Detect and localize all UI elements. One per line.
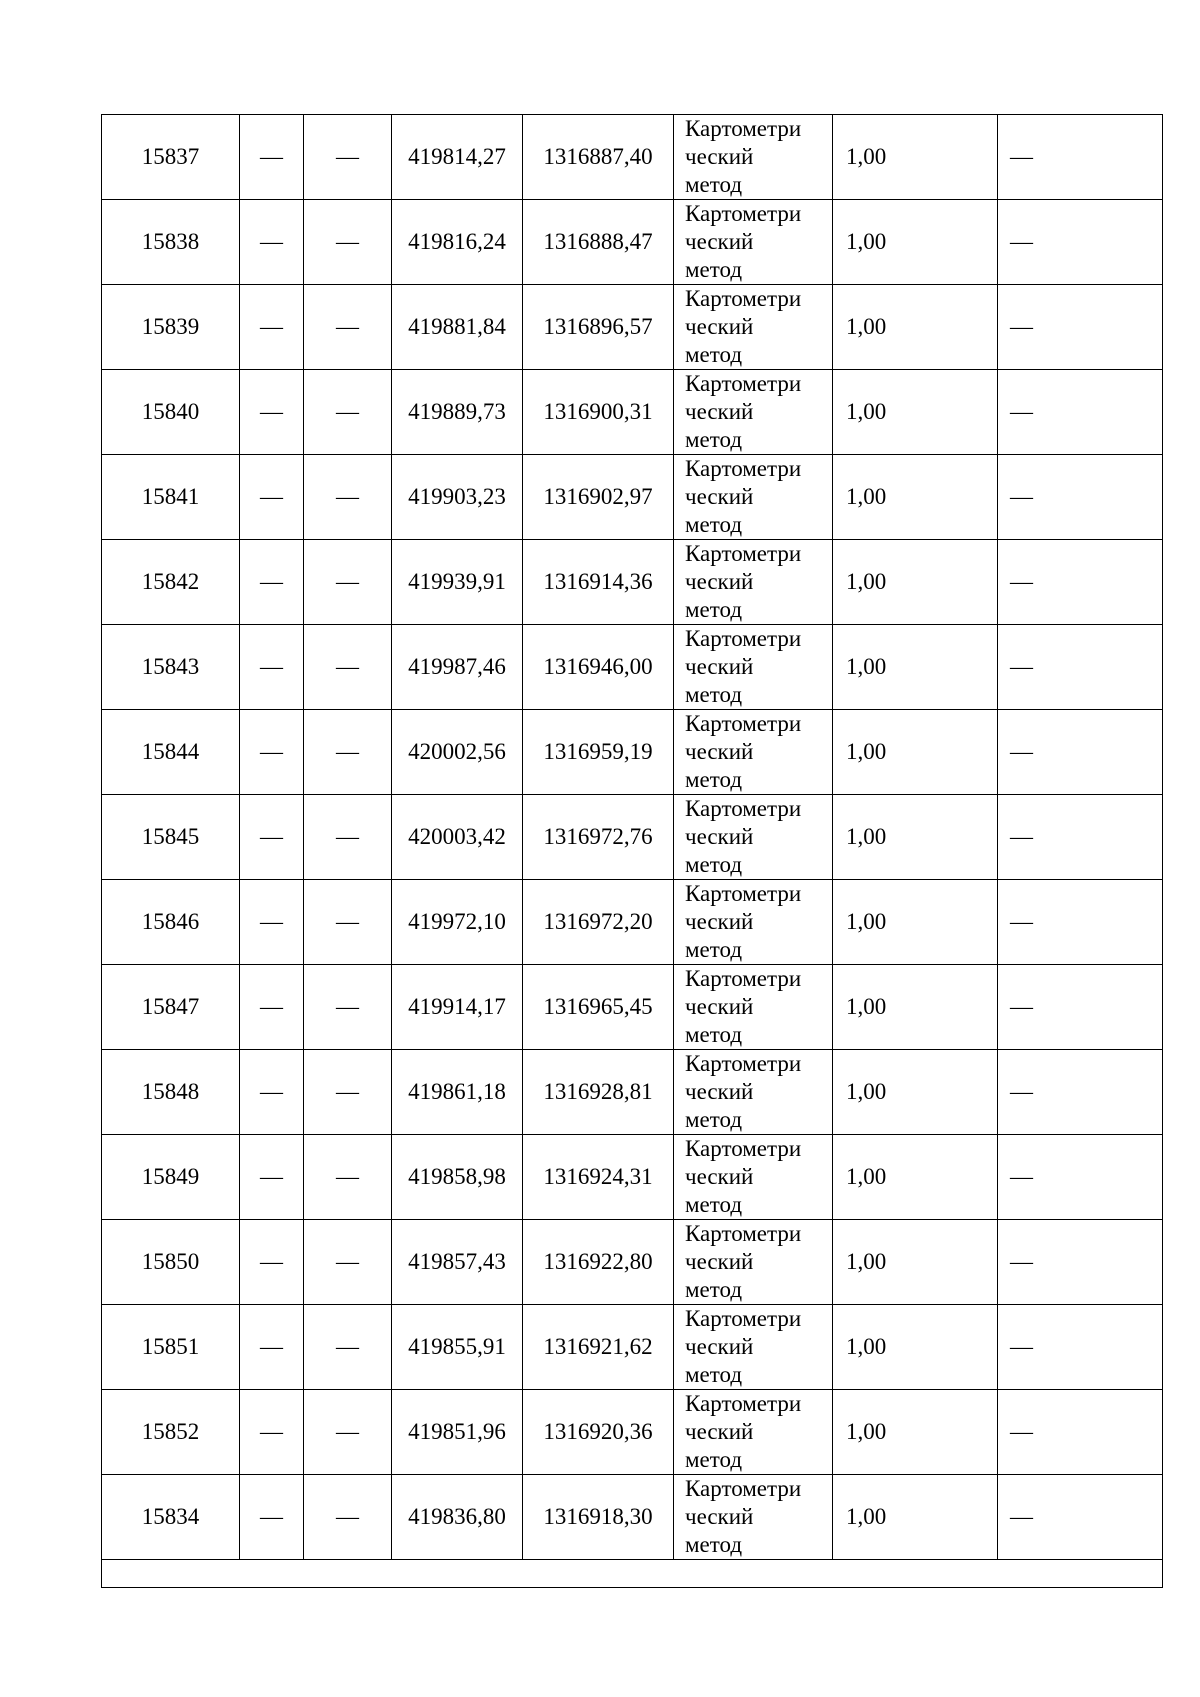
old-x-cell: — — [240, 710, 304, 795]
table-row — [102, 200, 1163, 285]
new-x-cell: 419836,80 — [392, 1475, 523, 1560]
method-line: ческий — [685, 144, 754, 169]
method-line: метод — [685, 342, 743, 367]
method-cell — [674, 285, 833, 370]
point-number-cell: 15839 — [102, 285, 240, 370]
method-line: метод — [685, 597, 743, 622]
new-x-cell: 420002,56 — [392, 710, 523, 795]
description-cell: — — [998, 540, 1163, 625]
method-line: Картометри — [685, 796, 802, 821]
new-y-cell: 1316902,97 — [523, 455, 674, 540]
description-cell: — — [998, 1220, 1163, 1305]
table-row — [102, 795, 1163, 880]
accuracy-cell: 1,00 — [833, 370, 998, 455]
point-number-cell: 15838 — [102, 200, 240, 285]
method-cell — [674, 1220, 833, 1305]
new-y-cell: 1316888,47 — [523, 200, 674, 285]
point-number-cell: 15850 — [102, 1220, 240, 1305]
method-line: метод — [685, 1532, 743, 1557]
method-line: ческий — [685, 569, 754, 594]
old-x-cell: — — [240, 1475, 304, 1560]
old-y-cell: — — [304, 200, 392, 285]
method-line: Картометри — [685, 541, 802, 566]
method-line: Картометри — [685, 116, 802, 141]
method-line: Картометри — [685, 1391, 802, 1416]
description-cell: — — [998, 625, 1163, 710]
old-x-cell: — — [240, 1050, 304, 1135]
old-x-cell: — — [240, 200, 304, 285]
method-cell — [674, 200, 833, 285]
table-row — [102, 1390, 1163, 1475]
accuracy-cell: 1,00 — [833, 1220, 998, 1305]
description-cell: — — [998, 115, 1163, 200]
method-line: метод — [685, 257, 743, 282]
method-line: метод — [685, 172, 743, 197]
method-line: метод — [685, 852, 743, 877]
new-y-cell: 1316959,19 — [523, 710, 674, 795]
point-number-cell: 15843 — [102, 625, 240, 710]
point-number-cell: 15844 — [102, 710, 240, 795]
method-cell — [674, 710, 833, 795]
old-y-cell: — — [304, 795, 392, 880]
accuracy-cell: 1,00 — [833, 795, 998, 880]
old-y-cell: — — [304, 880, 392, 965]
old-y-cell: — — [304, 455, 392, 540]
method-line: Картометри — [685, 1306, 802, 1331]
description-cell: — — [998, 1050, 1163, 1135]
accuracy-cell: 1,00 — [833, 1135, 998, 1220]
method-line: ческий — [685, 229, 754, 254]
method-cell — [674, 455, 833, 540]
new-x-cell: 420003,42 — [392, 795, 523, 880]
method-line: метод — [685, 937, 743, 962]
point-number-cell: 15846 — [102, 880, 240, 965]
table-row — [102, 1135, 1163, 1220]
method-line: метод — [685, 1192, 743, 1217]
description-cell: — — [998, 795, 1163, 880]
description-cell: — — [998, 1305, 1163, 1390]
method-line: ческий — [685, 824, 754, 849]
method-cell — [674, 370, 833, 455]
old-x-cell: — — [240, 880, 304, 965]
old-x-cell: — — [240, 115, 304, 200]
new-x-cell: 419851,96 — [392, 1390, 523, 1475]
method-line: ческий — [685, 1504, 754, 1529]
new-x-cell: 419816,24 — [392, 200, 523, 285]
point-number-cell: 15840 — [102, 370, 240, 455]
new-y-cell: 1316921,62 — [523, 1305, 674, 1390]
table-body — [102, 115, 1163, 1560]
description-cell: — — [998, 880, 1163, 965]
method-line: Картометри — [685, 201, 802, 226]
accuracy-cell: 1,00 — [833, 1475, 998, 1560]
accuracy-cell: 1,00 — [833, 710, 998, 795]
method-line: ческий — [685, 1334, 754, 1359]
method-line: Картометри — [685, 1221, 802, 1246]
point-number-cell: 15848 — [102, 1050, 240, 1135]
old-x-cell: — — [240, 1305, 304, 1390]
method-line: Картометри — [685, 711, 802, 736]
old-y-cell: — — [304, 1390, 392, 1475]
new-y-cell: 1316920,36 — [523, 1390, 674, 1475]
new-x-cell: 419914,17 — [392, 965, 523, 1050]
old-y-cell: — — [304, 285, 392, 370]
method-line: ческий — [685, 1164, 754, 1189]
method-cell — [674, 1305, 833, 1390]
new-x-cell: 419903,23 — [392, 455, 523, 540]
new-y-cell: 1316965,45 — [523, 965, 674, 1050]
method-line: ческий — [685, 654, 754, 679]
method-line: ческий — [685, 1079, 754, 1104]
accuracy-cell: 1,00 — [833, 285, 998, 370]
method-cell — [674, 965, 833, 1050]
method-cell — [674, 625, 833, 710]
coordinates-table — [101, 114, 1163, 1560]
old-x-cell: — — [240, 1390, 304, 1475]
old-y-cell: — — [304, 1475, 392, 1560]
description-cell: — — [998, 965, 1163, 1050]
table-row — [102, 370, 1163, 455]
description-cell: — — [998, 200, 1163, 285]
new-y-cell: 1316887,40 — [523, 115, 674, 200]
old-x-cell: — — [240, 1220, 304, 1305]
old-y-cell: — — [304, 370, 392, 455]
description-cell: — — [998, 455, 1163, 540]
new-y-cell: 1316924,31 — [523, 1135, 674, 1220]
accuracy-cell: 1,00 — [833, 880, 998, 965]
old-x-cell: — — [240, 965, 304, 1050]
new-y-cell: 1316922,80 — [523, 1220, 674, 1305]
point-number-cell: 15845 — [102, 795, 240, 880]
method-line: метод — [685, 1277, 743, 1302]
old-x-cell: — — [240, 455, 304, 540]
method-line: ческий — [685, 399, 754, 424]
method-line: метод — [685, 767, 743, 792]
method-line: Картометри — [685, 966, 802, 991]
point-number-cell: 15851 — [102, 1305, 240, 1390]
method-line: Картометри — [685, 1476, 802, 1501]
new-y-cell: 1316946,00 — [523, 625, 674, 710]
method-cell — [674, 795, 833, 880]
method-line: Картометри — [685, 1136, 802, 1161]
accuracy-cell: 1,00 — [833, 540, 998, 625]
new-x-cell: 419855,91 — [392, 1305, 523, 1390]
new-x-cell: 419814,27 — [392, 115, 523, 200]
new-y-cell: 1316914,36 — [523, 540, 674, 625]
accuracy-cell: 1,00 — [833, 625, 998, 710]
method-cell — [674, 880, 833, 965]
method-line: метод — [685, 1447, 743, 1472]
table-row — [102, 540, 1163, 625]
table-row — [102, 965, 1163, 1050]
new-y-cell: 1316972,20 — [523, 880, 674, 965]
method-cell — [674, 1050, 833, 1135]
point-number-cell: 15842 — [102, 540, 240, 625]
old-x-cell: — — [240, 285, 304, 370]
method-line: Картометри — [685, 371, 802, 396]
new-x-cell: 419861,18 — [392, 1050, 523, 1135]
old-y-cell: — — [304, 710, 392, 795]
method-line: метод — [685, 512, 743, 537]
method-cell — [674, 1475, 833, 1560]
old-y-cell: — — [304, 625, 392, 710]
table-row — [102, 710, 1163, 795]
table-row — [102, 1220, 1163, 1305]
table-row — [102, 1475, 1163, 1560]
accuracy-cell: 1,00 — [833, 965, 998, 1050]
table-row — [102, 115, 1163, 200]
new-x-cell: 419987,46 — [392, 625, 523, 710]
description-cell: — — [998, 370, 1163, 455]
new-x-cell: 419889,73 — [392, 370, 523, 455]
table-row — [102, 1305, 1163, 1390]
description-cell: — — [998, 1135, 1163, 1220]
method-line: ческий — [685, 909, 754, 934]
method-line: Картометри — [685, 456, 802, 481]
accuracy-cell: 1,00 — [833, 1305, 998, 1390]
method-line: метод — [685, 1362, 743, 1387]
new-y-cell: 1316972,76 — [523, 795, 674, 880]
point-number-cell: 15849 — [102, 1135, 240, 1220]
new-y-cell: 1316896,57 — [523, 285, 674, 370]
method-line: ческий — [685, 484, 754, 509]
table-row — [102, 625, 1163, 710]
method-line: метод — [685, 1022, 743, 1047]
method-line: ческий — [685, 739, 754, 764]
method-line: Картометри — [685, 626, 802, 651]
point-number-cell: 15847 — [102, 965, 240, 1050]
old-y-cell: — — [304, 1305, 392, 1390]
old-y-cell: — — [304, 540, 392, 625]
method-line: ческий — [685, 1249, 754, 1274]
description-cell: — — [998, 1475, 1163, 1560]
new-x-cell: 419939,91 — [392, 540, 523, 625]
description-cell: — — [998, 1390, 1163, 1475]
new-x-cell: 419858,98 — [392, 1135, 523, 1220]
old-x-cell: — — [240, 540, 304, 625]
accuracy-cell: 1,00 — [833, 200, 998, 285]
new-x-cell: 419881,84 — [392, 285, 523, 370]
method-line: ческий — [685, 994, 754, 1019]
description-cell: — — [998, 710, 1163, 795]
method-cell — [674, 115, 833, 200]
point-number-cell: 15841 — [102, 455, 240, 540]
method-cell — [674, 1135, 833, 1220]
point-number-cell: 15834 — [102, 1475, 240, 1560]
old-y-cell: — — [304, 1050, 392, 1135]
new-y-cell: 1316918,30 — [523, 1475, 674, 1560]
point-number-cell: 15852 — [102, 1390, 240, 1475]
old-x-cell: — — [240, 370, 304, 455]
table-row — [102, 455, 1163, 540]
point-number-cell: 15837 — [102, 115, 240, 200]
method-line: метод — [685, 427, 743, 452]
method-line: ческий — [685, 1419, 754, 1444]
method-line: метод — [685, 1107, 743, 1132]
method-cell — [674, 540, 833, 625]
new-x-cell: 419857,43 — [392, 1220, 523, 1305]
old-x-cell: — — [240, 1135, 304, 1220]
accuracy-cell: 1,00 — [833, 455, 998, 540]
old-y-cell: — — [304, 115, 392, 200]
method-line: Картометри — [685, 286, 802, 311]
accuracy-cell: 1,00 — [833, 1390, 998, 1475]
new-x-cell: 419972,10 — [392, 880, 523, 965]
method-line: Картометри — [685, 881, 802, 906]
method-line: Картометри — [685, 1051, 802, 1076]
accuracy-cell: 1,00 — [833, 1050, 998, 1135]
table-row — [102, 285, 1163, 370]
old-y-cell: — — [304, 1135, 392, 1220]
accuracy-cell: 1,00 — [833, 115, 998, 200]
table-footer-row — [101, 1560, 1163, 1588]
new-y-cell: 1316900,31 — [523, 370, 674, 455]
method-line: ческий — [685, 314, 754, 339]
new-y-cell: 1316928,81 — [523, 1050, 674, 1135]
table-row — [102, 880, 1163, 965]
old-y-cell: — — [304, 965, 392, 1050]
table-row — [102, 1050, 1163, 1135]
old-x-cell: — — [240, 795, 304, 880]
old-x-cell: — — [240, 625, 304, 710]
description-cell: — — [998, 285, 1163, 370]
method-line: метод — [685, 682, 743, 707]
method-cell — [674, 1390, 833, 1475]
old-y-cell: — — [304, 1220, 392, 1305]
